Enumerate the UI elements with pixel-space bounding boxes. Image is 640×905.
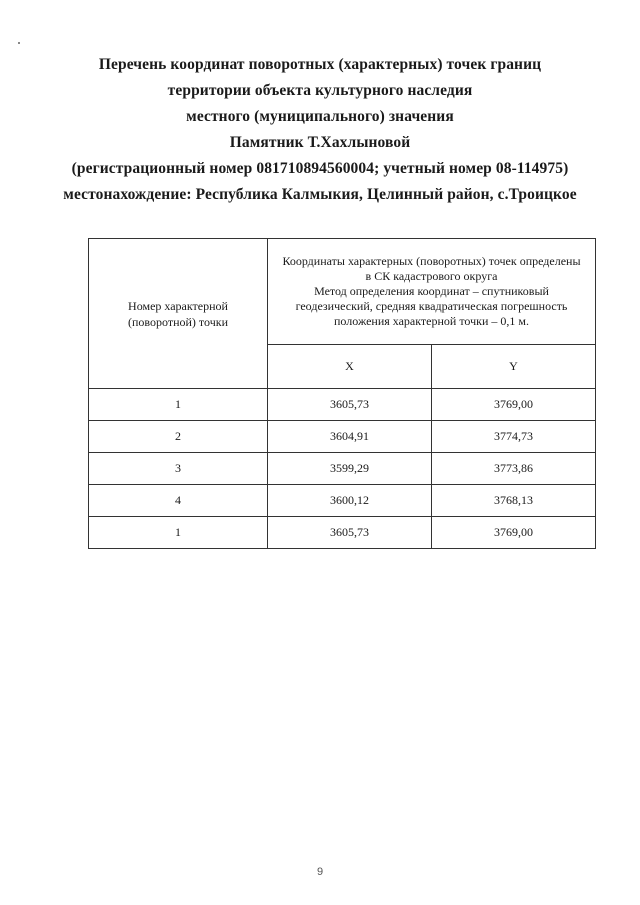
title-line-2: территории объекта культурного наследия (167, 82, 473, 99)
point-number-cell: 1 (89, 517, 268, 549)
method-header-line: положения характерной точки – 0,1 м. (333, 314, 529, 328)
method-header-line: Координаты характерных (поворотных) точек определены (282, 254, 581, 268)
page-number: 9 (316, 866, 324, 878)
method-header-line: геодезический, средняя квадратическая погрешность (295, 299, 568, 313)
x-coordinate-cell: 3605,73 (268, 517, 432, 549)
method-header (268, 239, 596, 345)
method-header-line: в СК кадастрового округа (365, 269, 498, 283)
table-row (89, 421, 596, 453)
point-number-header: Номер характерной (поворотной) точки (89, 239, 268, 389)
table-header-row (89, 239, 596, 345)
method-header-line: Метод определения координат – спутниковый (314, 284, 549, 298)
y-coordinate-cell: 3774,73 (431, 421, 595, 453)
title-line-3: местного (муниципального) значения (186, 108, 454, 125)
x-coordinate-cell: 3599,29 (268, 453, 432, 485)
y-coordinate-cell: 3769,00 (431, 389, 595, 421)
y-coordinate-cell: 3773,86 (431, 453, 595, 485)
point-number-cell: 1 (89, 389, 268, 421)
x-coordinate-cell: 3604,91 (268, 421, 432, 453)
table-row (89, 453, 596, 485)
table-row (89, 389, 596, 421)
x-coordinate-cell: 3600,12 (268, 485, 432, 517)
y-coordinate-cell: 3769,00 (431, 517, 595, 549)
x-column-header: X (268, 345, 432, 389)
point-number-cell: 4 (89, 485, 268, 517)
x-coordinate-cell: 3605,73 (268, 389, 432, 421)
title-line-1: Перечень координат поворотных (характерных) точек границ (98, 56, 542, 73)
table-row (89, 485, 596, 517)
y-coordinate-cell: 3768,13 (431, 485, 595, 517)
scan-speck (18, 42, 20, 44)
table-row (89, 517, 596, 549)
y-column-header: Y (431, 345, 595, 389)
point-number-cell: 2 (89, 421, 268, 453)
registration-numbers: (регистрационный номер 081710894560004; учетный номер 08-114975) (71, 160, 569, 177)
location-line: местонахождение: Республика Калмыкия, Целинный район, с.Троицкое (63, 186, 577, 203)
point-number-cell: 3 (89, 453, 268, 485)
document-header (0, 52, 640, 208)
monument-name: Памятник Т.Хахлыновой (229, 134, 411, 151)
coordinates-table (88, 238, 596, 549)
